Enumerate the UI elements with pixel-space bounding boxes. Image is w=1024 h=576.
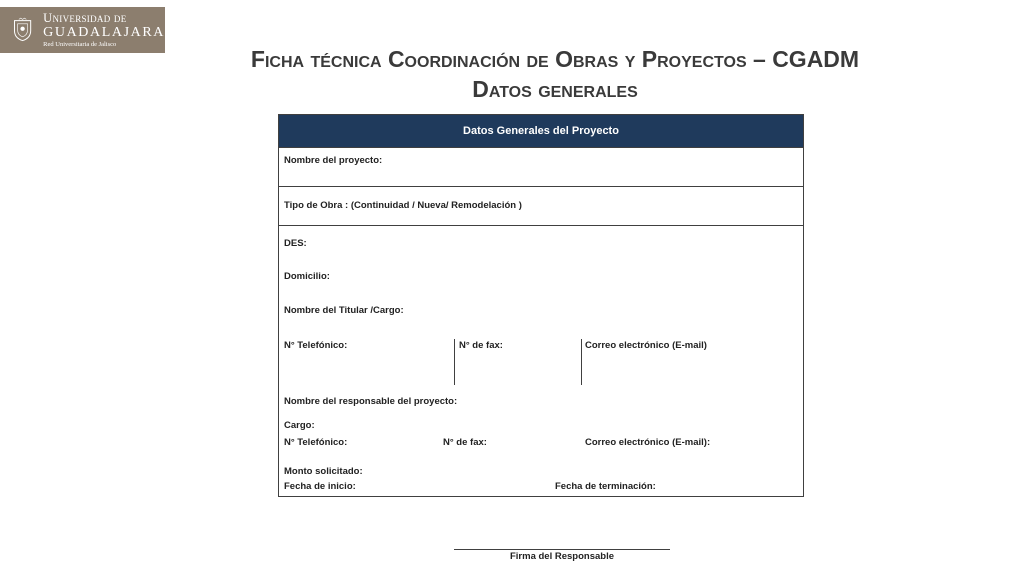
responsible-phone-label: N° Telefónico: — [284, 437, 348, 448]
logo-line-2: GUADALAJARA — [43, 24, 165, 40]
end-date-label: Fecha de terminación: — [555, 481, 656, 492]
position-label: Cargo: — [284, 420, 315, 431]
amount-label: Monto solicitado: — [284, 466, 363, 477]
phone-label: N° Telefónico: — [284, 340, 348, 351]
fax-label: N° de fax: — [459, 340, 503, 351]
des-label: DES: — [284, 238, 307, 249]
title-line-1: Ficha técnica Coordinación de Obras y Proyectos – CGADM — [250, 46, 860, 72]
page-title — [120, 44, 990, 104]
work-type-label: Tipo de Obra : (Continuidad / Nueva/ Remodelación ) — [284, 200, 522, 211]
logo-line-3: Red Universitaria de Jalisco — [43, 40, 117, 48]
responsible-fax-label: N° de fax: — [443, 437, 487, 448]
responsible-email-label: Correo electrónico (E-mail): — [585, 437, 711, 448]
holder-label: Nombre del Titular /Cargo: — [284, 305, 404, 316]
project-data-form — [278, 114, 804, 497]
column-divider — [454, 339, 455, 385]
divider — [279, 186, 803, 187]
university-seal-icon — [12, 11, 33, 49]
responsible-label: Nombre del responsable del proyecto: — [284, 396, 458, 407]
email-label: Correo electrónico (E-mail) — [585, 340, 707, 351]
column-divider — [581, 339, 582, 385]
title-line-2: Datos generales — [472, 76, 638, 102]
form-header: Datos Generales del Proyecto — [279, 115, 803, 147]
divider — [279, 225, 803, 226]
address-label: Domicilio: — [284, 271, 330, 282]
signature-label: Firma del Responsable — [509, 551, 614, 562]
divider — [279, 147, 803, 148]
start-date-label: Fecha de inicio: — [284, 481, 356, 492]
signature-line — [454, 549, 670, 550]
logo-line-1: Universidad de — [43, 11, 127, 25]
project-name-label: Nombre del proyecto: — [284, 155, 383, 166]
